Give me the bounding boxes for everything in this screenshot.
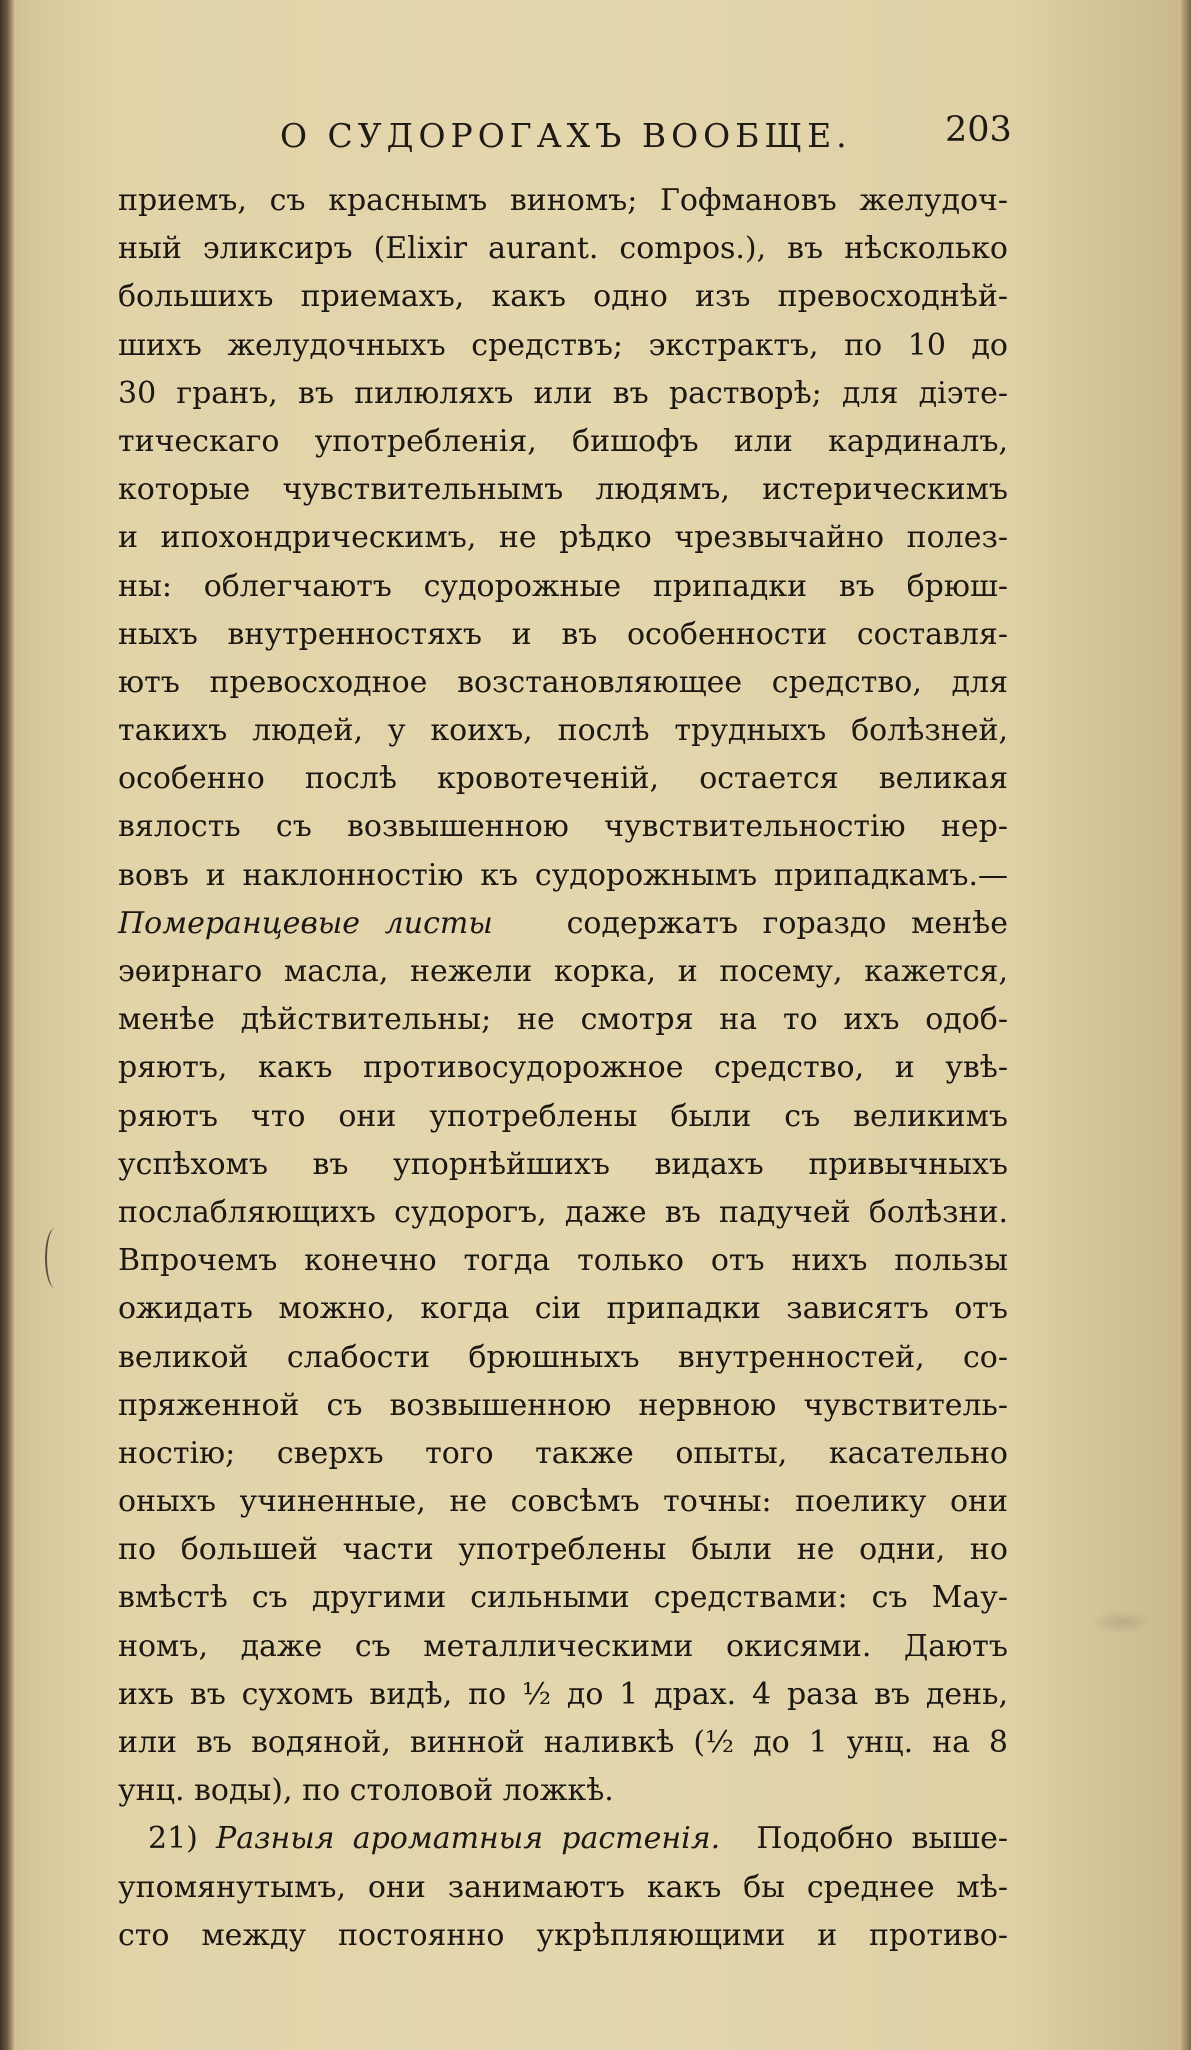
section-heading-line bbox=[118, 1815, 1008, 1863]
text-line: шихъ желудочныхъ средствъ; экстрактъ, по 10 до bbox=[118, 327, 1008, 363]
text-line: успѣхомъ въ упорнѣйшихъ видахъ привычныхъ bbox=[118, 1146, 1008, 1182]
text-line: тическаго употребленія, бишофъ или кардиналъ, bbox=[118, 423, 1008, 459]
text-line: упомянутымъ, они занимаютъ какъ бы среднее мѣ- bbox=[118, 1869, 1008, 1905]
text-line: эѳирнаго масла, нежели корка, и посему, кажется, bbox=[118, 954, 1008, 989]
text-line: ряютъ что они употреблены были съ великимъ bbox=[118, 1098, 1008, 1134]
text-line: по большей части употреблены были не одни, но bbox=[118, 1532, 1008, 1568]
text-line: ожидать можно, когда сіи припадки зависятъ отъ bbox=[118, 1291, 1008, 1327]
section-number: 21) bbox=[148, 1821, 198, 1857]
text-line: менѣе дѣйствительны; не смотря на то ихъ одоб- bbox=[118, 1002, 1008, 1038]
text-line: вовъ и наклонностію къ судорожнымъ припадкамъ.— bbox=[118, 857, 1008, 893]
text-line: и ипохондрическимъ, не рѣдко чрезвычайно полез- bbox=[118, 520, 1008, 556]
text-line: 30 гранъ, въ пилюляхъ или въ растворѣ; для діэте- bbox=[118, 375, 1008, 411]
paragraph-end-line: унц. воды), по столовой ложкѣ. bbox=[118, 1773, 614, 1809]
margin-pencil-mark bbox=[45, 1228, 65, 1288]
text-line-rest: содержатъ гораздо менѣе bbox=[566, 905, 1008, 941]
text-line: большихъ приемахъ, какъ одно изъ превосходнѣй- bbox=[118, 279, 1008, 315]
text-line: ный эликсиръ (Elixir aurant. compos.), въ нѣсколько bbox=[118, 231, 1008, 267]
text-line: ныхъ внутренностяхъ и въ особенности составля- bbox=[118, 616, 1008, 652]
text-line: вмѣстѣ съ другими сильными средствами: съ Мау- bbox=[118, 1580, 1008, 1616]
text-line: вялость съ возвышенною чувствительностію нер- bbox=[118, 809, 1008, 845]
page-outer-edge bbox=[1181, 0, 1191, 2050]
page-binding-edge bbox=[0, 0, 14, 2050]
text-line: пряженной съ возвышенною нервною чувствитель- bbox=[118, 1387, 1008, 1423]
italic-term-aromatic-plants: Разныя ароматныя растенія. bbox=[216, 1821, 721, 1857]
text-line: приемъ, съ краснымъ виномъ; Гофмановъ желудоч- bbox=[118, 183, 1008, 218]
text-line: Впрочемъ конечно тогда только отъ нихъ пользы bbox=[118, 1243, 1008, 1279]
text-line-rest: Подобно выше- bbox=[756, 1821, 1008, 1857]
text-line: сто между постоянно укрѣпляющими и противо- bbox=[118, 1917, 1008, 1953]
text-line: такихъ людей, у коихъ, послѣ трудныхъ болѣзней, bbox=[118, 713, 1008, 749]
text-line: великой слабости брюшныхъ внутренностей, со- bbox=[118, 1339, 1008, 1375]
text-line: номъ, даже съ металлическими окисями. Даютъ bbox=[118, 1628, 1008, 1664]
text-line: оныхъ учиненные, не совсѣмъ точны: поелику они bbox=[118, 1484, 1008, 1520]
running-head: О СУДОРОГАХЪ ВООБЩЕ. bbox=[280, 116, 852, 155]
page-number: 203 bbox=[945, 110, 1012, 150]
text-line: послабляющихъ судорогъ, даже въ падучей болѣзни. bbox=[118, 1194, 1008, 1230]
italic-term-orange-leaves: Померанцевые листы bbox=[118, 905, 493, 941]
ink-blot bbox=[1091, 1610, 1151, 1634]
text-line: ностію; сверхъ того также опыты, касательно bbox=[118, 1435, 1008, 1471]
text-line: ихъ въ сухомъ видѣ, по ½ до 1 драх. 4 раза въ день, bbox=[118, 1676, 1008, 1712]
text-line: особенно послѣ кровотеченій, остается великая bbox=[118, 761, 1008, 797]
body-text bbox=[118, 177, 1008, 1960]
text-line: которые чувствительнымъ людямъ, истерическимъ bbox=[118, 472, 1008, 508]
text-line: ютъ превосходное возстановляющее средство, для bbox=[118, 664, 1008, 700]
text-line: ны: облегчаютъ судорожные припадки въ брюш- bbox=[118, 568, 1008, 604]
text-line: или въ водяной, винной наливкѣ (½ до 1 унц. на 8 bbox=[118, 1725, 1008, 1760]
text-line-with-italic-term bbox=[118, 900, 1008, 948]
text-line: ряютъ, какъ противосудорожное средство, и увѣ- bbox=[118, 1050, 1008, 1086]
